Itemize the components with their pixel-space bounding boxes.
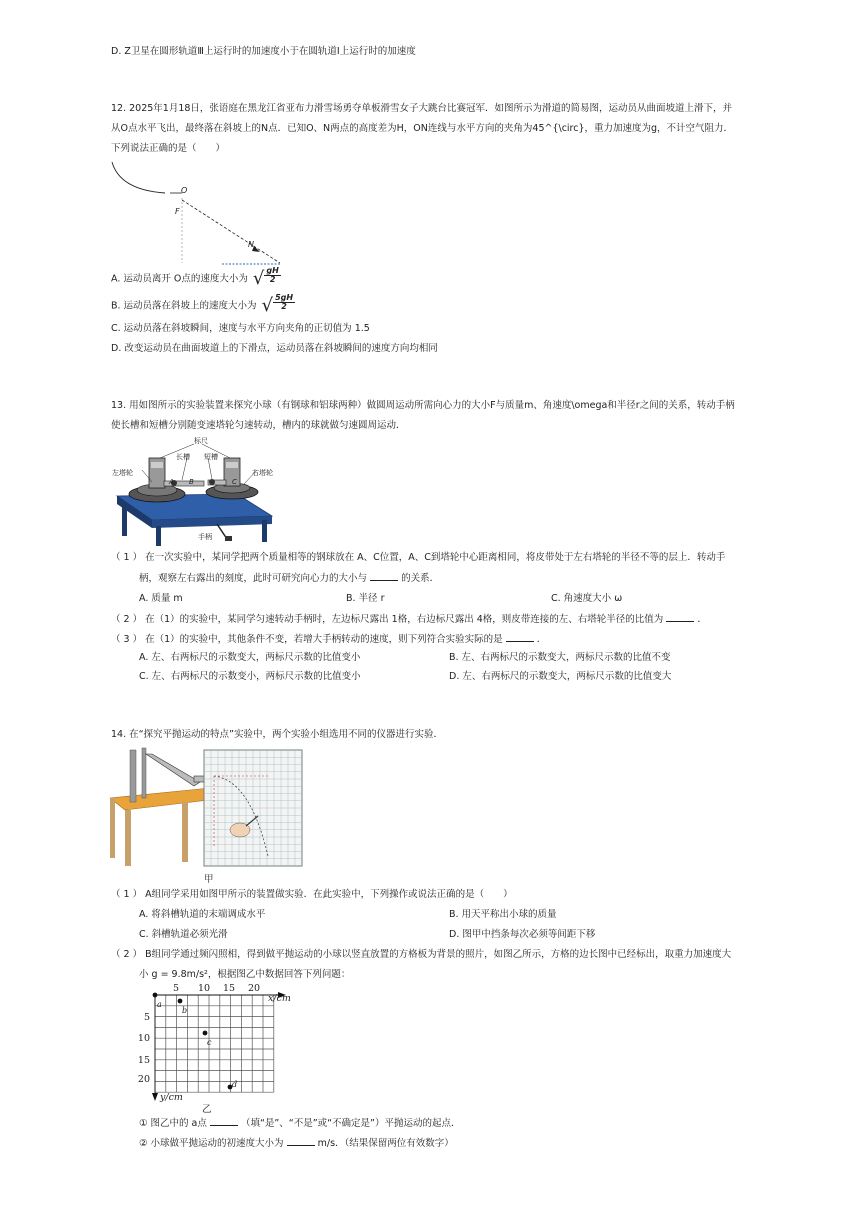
label-c: C — [232, 478, 237, 486]
sqrt-expression: √ gH 2 — [252, 265, 279, 289]
point-d-label: d — [232, 1080, 238, 1089]
q13-stem-line2: 使长槽和短槽分别随变速塔轮匀速转动，槽内的球就做匀速圆周运动． — [111, 420, 406, 431]
sqrt-expression: √ 5gH 2 — [261, 292, 294, 316]
q12-stem-line2: 从O点水平飞出，最终落在斜坡上的N点．已知O、N两点的高度差为H，ON连线与水平方向的夹角为45^{\circ}，重力加速度为g，不计空气阻力． — [111, 123, 734, 134]
q13-p3-option-c: C. 左、右两标尺的示数变小，两标尺示数的比值变小 — [139, 671, 361, 682]
point-b-label: b — [182, 1006, 188, 1015]
q14-stem: 14. 在“探究平抛运动的特点”实验中，两个实验小组选用不同的仪器进行实验． — [111, 729, 443, 740]
q14-apparatus-figure — [110, 746, 305, 868]
x-tick-10: 10 — [197, 983, 211, 994]
q13-p1-option-a: A. 质量 m — [139, 593, 183, 604]
x-tick-5: 5 — [172, 983, 180, 994]
point-c — [203, 1031, 208, 1036]
label-scale: 标尺 — [194, 437, 208, 445]
q12-stem-line1: 12. 2025年1月18日，张语庭在黑龙江省亚布力滑雪场勇夺单板滑雪女子大跳台比赛冠军．如图所示为滑道的简易图，运动员从曲面坡道上滑下，并 — [111, 103, 732, 114]
q14-part1: （ 1 ） A组同学采用如图甲所示的装置做实验．在此实验中，下列操作或说法正确的是（ ） — [111, 889, 513, 900]
q14-p1-option-b: B. 用天平称出小球的质量 — [449, 909, 557, 920]
q12-slope-figure — [110, 160, 290, 270]
q13-part1-line2: 柄，观察左右露出的刻度，此时可研究向心力的大小与 的关系． — [139, 570, 439, 585]
y-tick-10: 10 — [137, 1033, 150, 1044]
answer-blank[interactable] — [370, 570, 398, 581]
q13-part3: （ 3 ） 在（1）的实验中，其他条件不变，若增大手柄转动的速度，则下列符合实验实际的是 ． — [111, 631, 546, 646]
label-right-pulley: 右塔轮 — [252, 469, 273, 477]
q14-p1-option-a: A. 将斜槽轨道的末端调成水平 — [139, 909, 266, 920]
q12-option-c: C. 运动员落在斜坡瞬间，速度与水平方向夹角的正切值为 1.5 — [111, 323, 370, 334]
q14-part2-line1: （ 2 ） B组同学通过频闪照相，得到做平抛运动的小球以竖直放置的方格板为背景的照片，如图乙所示，方格的边长图中已经标出，取重力加速度大 — [111, 949, 732, 960]
q14-figure1-caption: 甲 — [204, 874, 214, 885]
q12-label-f: F — [175, 207, 180, 216]
x-axis-label: x/cm — [268, 993, 291, 1004]
y-axis-label: y/cm — [160, 1092, 183, 1103]
point-b — [178, 999, 183, 1004]
q12-option-a: A. 运动员离开 O点的速度大小为 √ gH 2 — [111, 265, 279, 289]
q12-label-o: O — [181, 186, 188, 195]
q14-figure2-caption: 乙 — [202, 1104, 212, 1115]
q12-option-d: D. 改变运动员在曲面坡道上的下滑点，运动员落在斜坡瞬间的速度方向均相同 — [111, 343, 438, 354]
x-tick-20: 20 — [247, 983, 261, 994]
answer-blank[interactable] — [666, 611, 694, 622]
q13-p3-option-d: D. 左、右两标尺的示数变大，两标尺示数的比值变大 — [449, 671, 672, 682]
q13-p1-option-c: C. 角速度大小 ω — [551, 593, 623, 604]
q12-label-n: N — [248, 240, 254, 249]
answer-blank[interactable] — [287, 1135, 315, 1146]
q14-sub2: ② 小球做平抛运动的初速度大小为 m/s．（结果保留两位有效数字） — [139, 1135, 454, 1150]
label-b: B — [189, 478, 194, 486]
answer-blank[interactable] — [506, 631, 534, 642]
q11-option-d: D. Z卫星在圆形轨道Ⅲ上运行时的加速度小于在圆轨道Ⅰ上运行时的加速度 — [111, 46, 416, 57]
label-a: A — [169, 478, 174, 486]
q13-p1-option-b: B. 半径 r — [346, 593, 385, 604]
q13-p3-option-a: A. 左、右两标尺的示数变大，两标尺示数的比值变小 — [139, 652, 361, 663]
q12-option-b: B. 运动员落在斜坡上的速度大小为 √ 5gH 2 — [111, 292, 294, 316]
label-short-groove: 短槽 — [204, 453, 218, 461]
q13-p3-option-b: B. 左、右两标尺的示数变大，两标尺示数的比值不变 — [449, 652, 671, 663]
q13-part2: （ 2 ） 在（1）的实验中，某同学匀速转动手柄时，左边标尺露出 1格，右边标尺露出 4格，则皮带连接的左、右塔轮半径的比值为 ． — [111, 611, 707, 626]
point-a-label: a — [157, 1000, 162, 1009]
q13-apparatus-figure — [112, 436, 277, 548]
label-long-groove: 长槽 — [176, 453, 190, 461]
q14-p1-option-d: D. 图甲中挡条每次必须等间距下移 — [449, 929, 596, 940]
q14-part2-line2: 小 g = 9.8m/s²，根据图乙中数据回答下列问题： — [139, 969, 351, 980]
y-tick-5: 5 — [143, 1012, 150, 1023]
q14-sub1: ① 图乙中的 a点 （填“是”、“不是”或“不确定是”）平抛运动的起点． — [139, 1115, 460, 1130]
q12-stem-line3: 下列说法正确的是（ ） — [111, 143, 226, 154]
y-tick-20: 20 — [137, 1074, 150, 1085]
q13-part1-line1: （ 1 ） 在一次实验中，某同学把两个质量相等的钢球放在 A、C位置，A、C到塔轮中心距离相同，将皮带处于左右塔轮的半径不等的层上．转动手 — [111, 552, 726, 563]
x-tick-15: 15 — [222, 983, 236, 994]
q14-grid-figure — [130, 983, 300, 1108]
answer-blank[interactable] — [210, 1115, 238, 1126]
q13-stem-line1: 13. 用如图所示的实验装置来探究小球（有钢球和铝球两种）做圆周运动所需向心力的大小F与质量m、角速度\omega和半径r之间的关系，转动手柄 — [111, 400, 735, 411]
q14-p1-option-c: C. 斜槽轨道必须光滑 — [139, 929, 228, 940]
label-handle: 手柄 — [198, 533, 212, 541]
y-tick-15: 15 — [137, 1055, 150, 1066]
point-a — [153, 993, 158, 998]
label-left-pulley: 左塔轮 — [112, 469, 133, 477]
point-c-label: c — [207, 1038, 212, 1047]
